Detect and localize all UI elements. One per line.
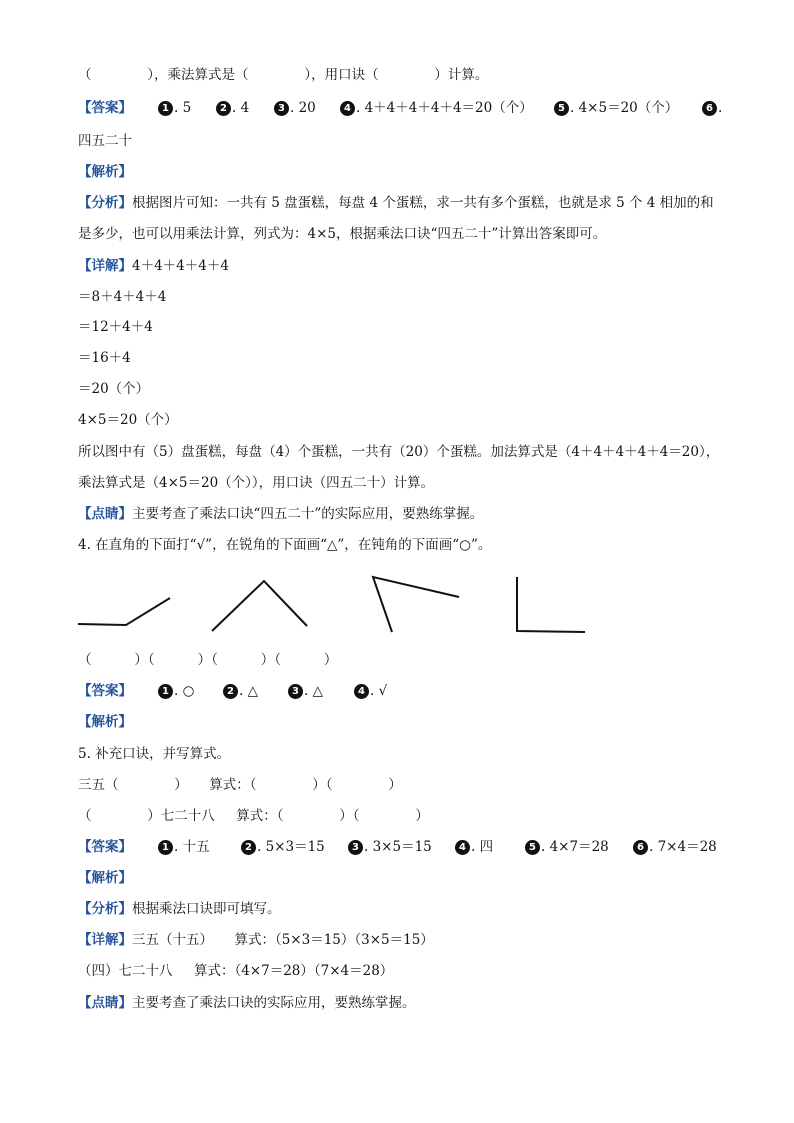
answer-value: . ○ xyxy=(174,683,195,699)
summary-line-2: 乘法算式是（4×5＝20（个）），用口诀（四五二十）计算。 xyxy=(78,475,435,491)
question-5: 5. 补充口诀，并写算式。 xyxy=(78,746,231,762)
answer-item-3 xyxy=(288,682,323,700)
circled-number: 3 xyxy=(288,684,303,699)
answer-value: . 4×5＝20（个） xyxy=(570,100,679,116)
calc-step-4: ＝20（个） xyxy=(78,381,150,397)
circled-number: 4 xyxy=(455,840,470,855)
circled-number: 1 xyxy=(158,101,173,116)
answer-tag: 【答案】 xyxy=(78,100,132,116)
key-point-line xyxy=(78,994,416,1012)
calc-step-2: ＝12＋4＋4 xyxy=(78,319,153,335)
key-point-text: 主要考查了乘法口诀“四五二十”的实际应用，要熟练掌握。 xyxy=(132,506,484,522)
answer-value: . 3×5＝15 xyxy=(364,839,432,855)
summary-line-1: 所以图中有（5）盘蛋糕，每盘（4）个蛋糕，一共有（20）个蛋糕。加法算式是（4＋4＋4＋4＋4＝20）， xyxy=(78,444,720,460)
answer-value: . 5×3＝15 xyxy=(257,839,325,855)
q5-line-2: （ ）七二十八 算式：（ ）（ ） xyxy=(78,808,429,824)
answer-item-3 xyxy=(348,838,432,856)
answer-value: . △ xyxy=(304,683,323,699)
q5-line-1: 三五（ ） 算式：（ ）（ ） xyxy=(78,777,402,793)
answer-item-1 xyxy=(158,682,194,700)
calc-step-3: ＝16＋4 xyxy=(78,350,131,366)
circled-number: 4 xyxy=(340,101,355,116)
answer-item-2 xyxy=(223,682,258,700)
acute-angle-figure-1 xyxy=(212,581,307,631)
dianjing-tag: 【点睛】 xyxy=(78,506,132,522)
answer-value: . 7×4＝28 xyxy=(649,839,717,855)
circled-number: 6 xyxy=(702,101,717,116)
answer-value: . 5 xyxy=(174,100,192,116)
analysis-line xyxy=(78,900,281,918)
answer-value: . xyxy=(718,100,723,116)
answer-item-5 xyxy=(525,838,609,856)
fenxi-text: 根据图片可知：一共有 5 盘蛋糕，每盘 4 个蛋糕，求一共有多个蛋糕，也就是求 5 个 4 相加的和 xyxy=(132,195,714,211)
answer-value: . 4＋4＋4＋4＋4＝20（个） xyxy=(356,100,533,116)
answer-item-6 xyxy=(633,838,717,856)
circled-number: 5 xyxy=(554,101,569,116)
circled-number: 3 xyxy=(274,101,289,116)
answer-item-4 xyxy=(455,838,493,856)
answer-value: . 20 xyxy=(290,100,316,116)
analysis-line-2: 是多少，也可以用乘法计算，列式为：4×5，根据乘法口诀“四五二十”计算出答案即可。 xyxy=(78,226,607,242)
answer-continuation: 四五二十 xyxy=(78,133,132,149)
answer-item-2 xyxy=(241,838,325,856)
circled-number: 5 xyxy=(525,840,540,855)
fenxi-text: 根据乘法口诀即可填写。 xyxy=(132,901,281,917)
answer-item-4 xyxy=(354,682,387,700)
question-4: 4. 在直角的下面打“√”，在锐角的下面画“△”，在钝角的下面画“○”。 xyxy=(78,537,492,553)
circled-number: 6 xyxy=(633,840,648,855)
fenxi-tag: 【分析】 xyxy=(78,901,132,917)
answer-value: . 4×7＝28 xyxy=(541,839,609,855)
dianjing-tag: 【点睛】 xyxy=(78,995,132,1011)
key-point-text: 主要考查了乘法口诀的实际应用，要熟练掌握。 xyxy=(132,995,416,1011)
answer-tag: 【答案】 xyxy=(78,683,132,699)
answer-value: . 4 xyxy=(232,100,250,116)
analysis-tag: 【解析】 xyxy=(78,714,132,730)
circled-number: 2 xyxy=(216,101,231,116)
detail-line-1 xyxy=(78,931,434,949)
calc-step-5: 4×5＝20（个） xyxy=(78,412,178,428)
answer-value: . √ xyxy=(370,683,388,699)
answer-tag: 【答案】 xyxy=(78,839,132,855)
acute-angle-figure-2 xyxy=(373,577,459,632)
fenxi-tag: 【分析】 xyxy=(78,195,132,211)
analysis-tag: 【解析】 xyxy=(78,164,132,180)
circled-number: 4 xyxy=(354,684,369,699)
q4-blanks: （ ）（ ）（ ）（ ） xyxy=(78,652,338,668)
detail-text: 三五（十五） 算式：（5×3＝15）（3×5＝15） xyxy=(132,932,434,948)
answer-value: . △ xyxy=(239,683,258,699)
xiangjie-tag: 【详解】 xyxy=(78,932,132,948)
calc-step-1: ＝8＋4＋4＋4 xyxy=(78,289,167,305)
right-angle-figure xyxy=(517,577,585,632)
circled-number: 2 xyxy=(241,840,256,855)
circled-number: 3 xyxy=(348,840,363,855)
xiangjie-tag: 【详解】 xyxy=(78,258,132,274)
obtuse-angle-figure xyxy=(78,598,170,625)
answer-item-1 xyxy=(158,838,210,856)
detail-text: 4＋4＋4＋4＋4 xyxy=(132,258,229,274)
q3-blank-line: （ ），乘法算式是（ ），用口诀（ ）计算。 xyxy=(78,67,489,83)
answer-value: . 四 xyxy=(471,839,494,855)
detail-line-2: （四）七二十八 算式：（4×7＝28）（7×4＝28） xyxy=(78,963,394,979)
analysis-tag: 【解析】 xyxy=(78,870,132,886)
circled-number: 2 xyxy=(223,684,238,699)
circled-number: 1 xyxy=(158,684,173,699)
answer-value: . 十五 xyxy=(174,839,210,855)
circled-number: 1 xyxy=(158,840,173,855)
